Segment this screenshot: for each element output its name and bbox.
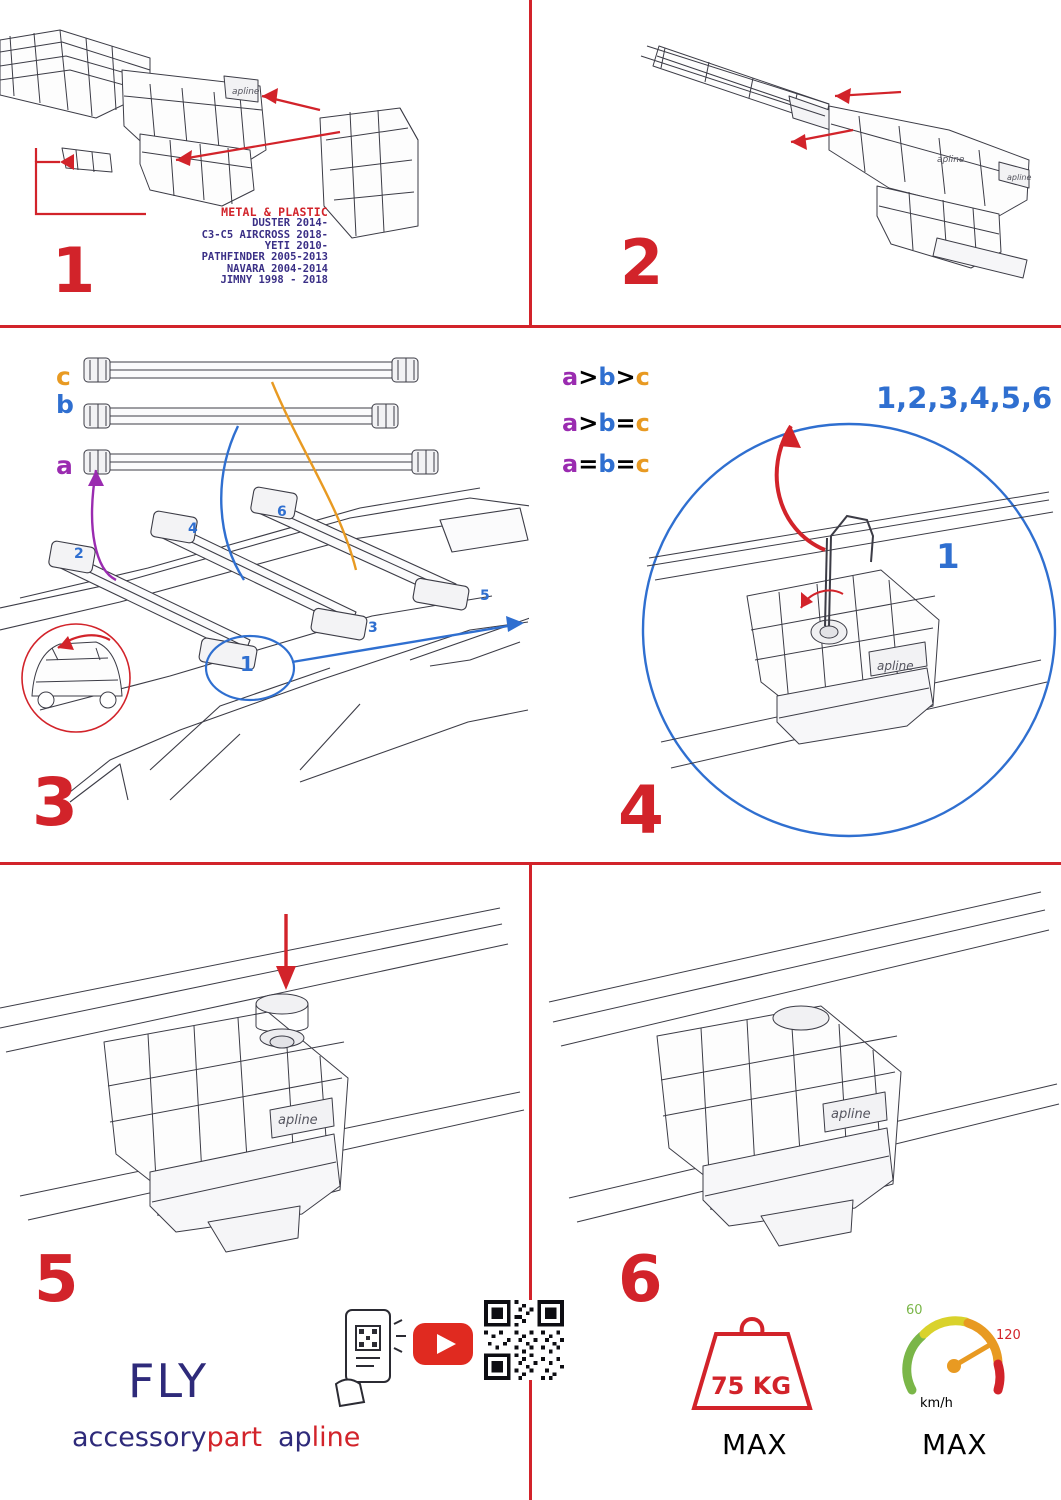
max-speed-label: MAX bbox=[922, 1428, 988, 1461]
brand-wordmark bbox=[72, 1422, 360, 1453]
brand-line: line bbox=[311, 1422, 361, 1453]
speed-unit-label: km/h bbox=[920, 1396, 953, 1411]
compat-model-1: DUSTER 2014- bbox=[252, 217, 328, 230]
step-3-number: 3 bbox=[32, 764, 77, 841]
compat-model-4: PATHFINDER 2005-2013 bbox=[201, 251, 328, 264]
panel-3-illustration bbox=[0, 330, 529, 860]
fly-wordmark: FLY bbox=[128, 1354, 209, 1408]
brand-logo-small: apline bbox=[232, 87, 260, 97]
callout-5: 5 bbox=[480, 588, 490, 604]
step-4-number: 4 bbox=[618, 772, 663, 849]
ineq3-b: b bbox=[598, 450, 616, 478]
callout-6: 6 bbox=[277, 504, 287, 520]
brand-logo-small: apline bbox=[278, 1113, 318, 1128]
divider-row-1 bbox=[0, 325, 1061, 328]
ineq2-op2: = bbox=[615, 409, 636, 437]
brand-ap: ap bbox=[277, 1422, 312, 1453]
step-5-number: 5 bbox=[34, 1243, 78, 1317]
callout-4: 4 bbox=[188, 521, 198, 537]
panel-5-illustration bbox=[0, 866, 529, 1266]
ineq2-c: c bbox=[635, 409, 650, 437]
compatibility-block bbox=[98, 206, 328, 286]
qr-code-icon bbox=[484, 1300, 564, 1380]
gauge-min-label: 60 bbox=[906, 1303, 923, 1318]
compatibility-title: METAL & PLASTIC bbox=[221, 205, 328, 219]
brand-part: part bbox=[206, 1422, 262, 1453]
compat-model-6: JIMNY 1998 - 2018 bbox=[220, 274, 328, 287]
ineq1-op2: > bbox=[615, 363, 636, 391]
compat-model-2: C3-C5 AIRCROSS 2018- bbox=[201, 228, 328, 241]
step-2-number: 2 bbox=[620, 226, 663, 299]
bar-label-c: c bbox=[56, 362, 71, 391]
max-weight-label: MAX bbox=[722, 1428, 788, 1461]
bar-label-b: b bbox=[56, 390, 74, 419]
ineq3-op2: = bbox=[615, 450, 636, 478]
compat-model-5: NAVARA 2004-2014 bbox=[226, 262, 328, 275]
ineq1-c: c bbox=[635, 363, 650, 391]
ineq3-c: c bbox=[635, 450, 650, 478]
brand-accessory: accessory bbox=[72, 1422, 207, 1453]
callout-1-panel3: 1 bbox=[240, 652, 254, 676]
brand-logo-small: apline bbox=[937, 155, 965, 165]
bar-label-a: a bbox=[56, 451, 73, 480]
callout-1-panel4: 1 bbox=[936, 537, 960, 577]
ineq1-a: a bbox=[562, 363, 579, 391]
ineq2-op1: > bbox=[578, 409, 599, 437]
brand-logo-small: apline bbox=[877, 659, 914, 673]
callout-2: 2 bbox=[74, 546, 84, 562]
step-4-sequence-label: 1,2,3,4,5,6 bbox=[876, 381, 1053, 415]
max-weight-value: 75 KG bbox=[710, 1372, 792, 1400]
ineq3-op1: = bbox=[578, 450, 599, 478]
callout-3: 3 bbox=[368, 620, 378, 636]
brand-logo-tiny: apline bbox=[1007, 173, 1032, 182]
youtube-icon[interactable] bbox=[412, 1322, 474, 1366]
gauge-max-label: 120 bbox=[996, 1328, 1021, 1343]
ineq1-op1: > bbox=[578, 363, 599, 391]
ineq2-b: b bbox=[598, 409, 616, 437]
ineq3-a: a bbox=[562, 450, 579, 478]
panel-2-illustration bbox=[529, 0, 1061, 325]
ineq2-a: a bbox=[562, 409, 579, 437]
brand-logo-small: apline bbox=[831, 1107, 871, 1122]
step-6-number: 6 bbox=[618, 1243, 662, 1317]
step-1-number: 1 bbox=[52, 234, 95, 307]
compat-model-3: YETI 2010- bbox=[264, 240, 328, 253]
panel-6-illustration bbox=[529, 866, 1061, 1266]
phone-scan-icon bbox=[330, 1306, 416, 1412]
ineq1-b: b bbox=[598, 363, 616, 391]
